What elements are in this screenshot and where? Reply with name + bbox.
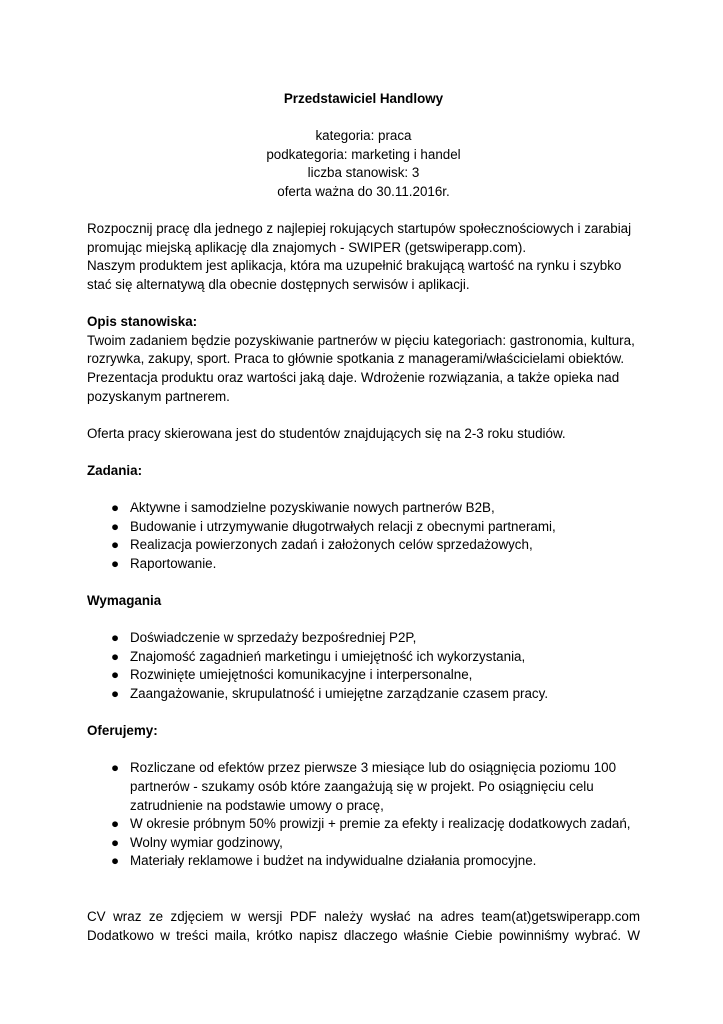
bullet-icon: ●: [111, 555, 120, 571]
requirements-section: [87, 592, 640, 704]
meta-valid-until: oferta ważna do 30.11.2016r.: [277, 183, 450, 199]
description-line: Prezentacja produktu oraz wartości jaką daje. Wdrożenie rozwiązania, a także opieka nad: [87, 369, 620, 385]
intro-line: promując miejską aplikację dla znajomych - SWIPER (getswiperapp.com).: [87, 239, 527, 255]
audience-text: Oferta pracy skierowana jest do studentów znajdujących się na 2-3 roku studiów.: [87, 425, 566, 441]
list-item: [87, 834, 640, 853]
meta-positions: liczba stanowisk: 3: [307, 165, 420, 181]
list-item: [87, 536, 640, 555]
document-title: Przedstawiciel Handlowy: [283, 91, 444, 106]
meta-subcategory: podkategoria: marketing i handel: [266, 146, 461, 162]
meta-category: kategoria: praca: [315, 128, 412, 144]
list-item-text: Doświadczenie w sprzedaży bezpośredniej P2P,: [130, 630, 417, 646]
intro-line: stać się alternatywą dla obecnie dostępnych serwisów i aplikacji.: [87, 276, 470, 292]
closing-line: CV wraz ze zdjęciem w wersji PDF należy wysłać na adres team(at)getswiperapp.com: [87, 908, 640, 924]
list-item: [87, 629, 640, 648]
offer-section: [87, 722, 640, 871]
list-item-text: Aktywne i samodzielne pozyskiwanie nowych partnerów B2B,: [130, 500, 495, 516]
list-item: [87, 499, 640, 518]
requirements-heading: Wymagania: [87, 593, 162, 609]
document-page: [87, 90, 640, 945]
bullet-icon: ●: [111, 667, 120, 683]
list-item: [87, 759, 640, 815]
list-item: [87, 648, 640, 667]
bullet-icon: ●: [111, 648, 120, 664]
list-item-text: Rozliczane od efektów przez pierwsze 3 miesiące lub do osiągnięcia poziomu 100: [130, 760, 617, 776]
description-line: rozrywka, zakupy, sport. Praca to głównie spotkania z managerami/właścicielami obiektów.: [87, 351, 625, 367]
bullet-icon: ●: [111, 500, 120, 516]
bullet-icon: ●: [111, 630, 120, 646]
list-item-text: Wolny wymiar godzinowy,: [130, 834, 283, 850]
tasks-heading: Zadania:: [87, 462, 143, 478]
tasks-list: [87, 499, 640, 573]
intro-line: Naszym produktem jest aplikacja, która ma uzupełnić brakującą wartość na rynku i szybko: [87, 258, 622, 274]
audience-paragraph: [87, 425, 640, 444]
bullet-icon: ●: [111, 686, 120, 701]
list-item-text: Zaangażowanie, skrupulatność i umiejętne zarządzanie czasem pracy.: [130, 686, 549, 701]
list-item-text: zatrudnienie na podstawie umowy o pracę,: [130, 797, 384, 813]
intro-line: Rozpocznij pracę dla jednego z najlepiej rokujących startupów społecznościowych i zarabiaj: [87, 221, 632, 237]
intro-paragraph: [87, 220, 640, 294]
list-item-text: Znajomość zagadnień marketingu i umiejętność ich wykorzystania,: [130, 648, 526, 664]
list-item: [87, 518, 640, 537]
requirements-list: [87, 629, 640, 703]
bullet-icon: ●: [111, 853, 120, 869]
list-item: [87, 666, 640, 685]
description-line: pozyskanym partnerem.: [87, 388, 230, 404]
offer-heading: Oferujemy:: [87, 723, 158, 739]
bullet-icon: ●: [111, 834, 120, 850]
list-item-text: Realizacja powierzonych zadań i założonych celów sprzedażowych,: [130, 537, 533, 553]
list-item: [87, 852, 640, 871]
list-item-text: Budowanie i utrzymywanie długotrwałych relacji z obecnymi partnerami,: [130, 518, 556, 534]
list-item: [87, 685, 640, 704]
closing-line: Dodatkowo w treści maila, krótko napisz dlaczego właśnie Ciebie powinniśmy wybrać. W: [87, 927, 640, 943]
closing-paragraph: [87, 908, 640, 945]
description-section: [87, 313, 640, 406]
bullet-icon: ●: [111, 816, 120, 832]
offer-list: [87, 759, 640, 871]
bullet-icon: ●: [111, 537, 120, 553]
list-item-text: W okresie próbnym 50% prowizji + premie za efekty i realizację dodatkowych zadań,: [130, 816, 631, 832]
list-item-text: Materiały reklamowe i budżet na indywidualne działania promocyjne.: [130, 853, 537, 869]
description-heading: Opis stanowiska:: [87, 314, 198, 330]
list-item-text: Raportowanie.: [130, 555, 217, 571]
list-item-text: partnerów - szukamy osób które zaangażują się w projekt. Po osiągnięciu celu: [130, 778, 594, 794]
list-item-text: Rozwinięte umiejętności komunikacyjne i interpersonalne,: [130, 667, 473, 683]
list-item: [87, 815, 640, 834]
tasks-section: [87, 462, 640, 574]
offer-meta: [87, 127, 640, 201]
bullet-icon: ●: [111, 518, 120, 534]
bullet-icon: ●: [111, 760, 120, 776]
list-item: [87, 555, 640, 574]
description-line: Twoim zadaniem będzie pozyskiwanie partnerów w pięciu kategoriach: gastronomia, kultura,: [87, 332, 635, 348]
